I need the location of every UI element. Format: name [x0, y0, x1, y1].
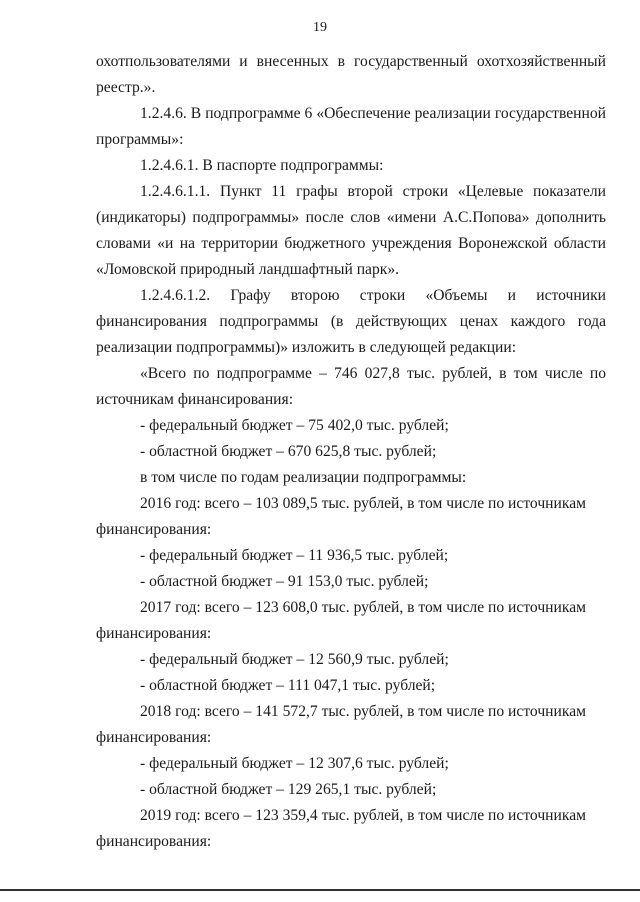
text-line: 2018 год: всего – 141 572,7 тыс. рублей, в том числе по источникам: [140, 703, 586, 720]
page-bottom-rule: [0, 889, 640, 891]
text-line: - федеральный бюджет – 12 307,6 тыс. рублей;: [140, 755, 449, 772]
text-line: финансирования:: [96, 833, 212, 850]
text-line: 2019 год: всего – 123 359,4 тыс. рублей, в том числе по источникам: [140, 807, 586, 824]
text-line: - областной бюджет – 129 265,1 тыс. рублей;: [140, 781, 437, 798]
text-line: реализации подпрограммы)» изложить в следующей редакции:: [96, 339, 517, 356]
text-line: финансирования:: [96, 625, 212, 642]
text-line: финансирования подпрограммы (в действующих ценах каждого года: [96, 313, 606, 330]
text-line: 1.2.4.6.1. В паспорте подпрограммы:: [140, 157, 384, 174]
text-line: охотпользователями и внесенных в государственный охотхозяйственный: [96, 53, 606, 70]
text-line: 1.2.4.6.1.2. Графу второю строки «Объемы и источники: [140, 287, 606, 304]
text-line: «Всего по подпрограмме – 746 027,8 тыс. рублей, в том числе по: [140, 365, 606, 382]
text-line: 2017 год: всего – 123 608,0 тыс. рублей, в том числе по источникам: [140, 599, 586, 616]
page-number: 19: [313, 20, 327, 35]
text-line: 2016 год: всего – 103 089,5 тыс. рублей, в том числе по источникам: [140, 495, 586, 512]
text-line: (индикаторы) подпрограммы» после слов «имени А.С.Попова» дополнить: [96, 209, 606, 226]
text-line: 1.2.4.6. В подпрограмме 6 «Обеспечение реализации государственной: [140, 105, 606, 122]
text-line: 1.2.4.6.1.1. Пункт 11 графы второй строки «Целевые показатели: [140, 183, 606, 200]
text-line: источникам финансирования:: [96, 391, 294, 408]
text-line: словами «и на территории бюджетного учреждения Воронежской области: [96, 235, 606, 252]
text-line: финансирования:: [96, 729, 212, 746]
text-line: программы»:: [96, 131, 184, 148]
text-line: «Ломовской природный ландшафтный парк».: [96, 261, 400, 278]
text-line: - федеральный бюджет – 12 560,9 тыс. рублей;: [140, 651, 449, 668]
text-line: реестр.».: [96, 79, 156, 96]
text-line: - федеральный бюджет – 11 936,5 тыс. рублей;: [140, 547, 449, 564]
text-line: финансирования:: [96, 521, 212, 538]
text-line: - областной бюджет – 91 153,0 тыс. рублей;: [140, 573, 429, 590]
text-line: в том числе по годам реализации подпрограммы:: [140, 469, 467, 486]
text-line: - областной бюджет – 111 047,1 тыс. рублей;: [140, 677, 436, 694]
text-line: - федеральный бюджет – 75 402,0 тыс. рублей;: [140, 417, 449, 434]
text-line: - областной бюджет – 670 625,8 тыс. рублей;: [140, 443, 437, 460]
